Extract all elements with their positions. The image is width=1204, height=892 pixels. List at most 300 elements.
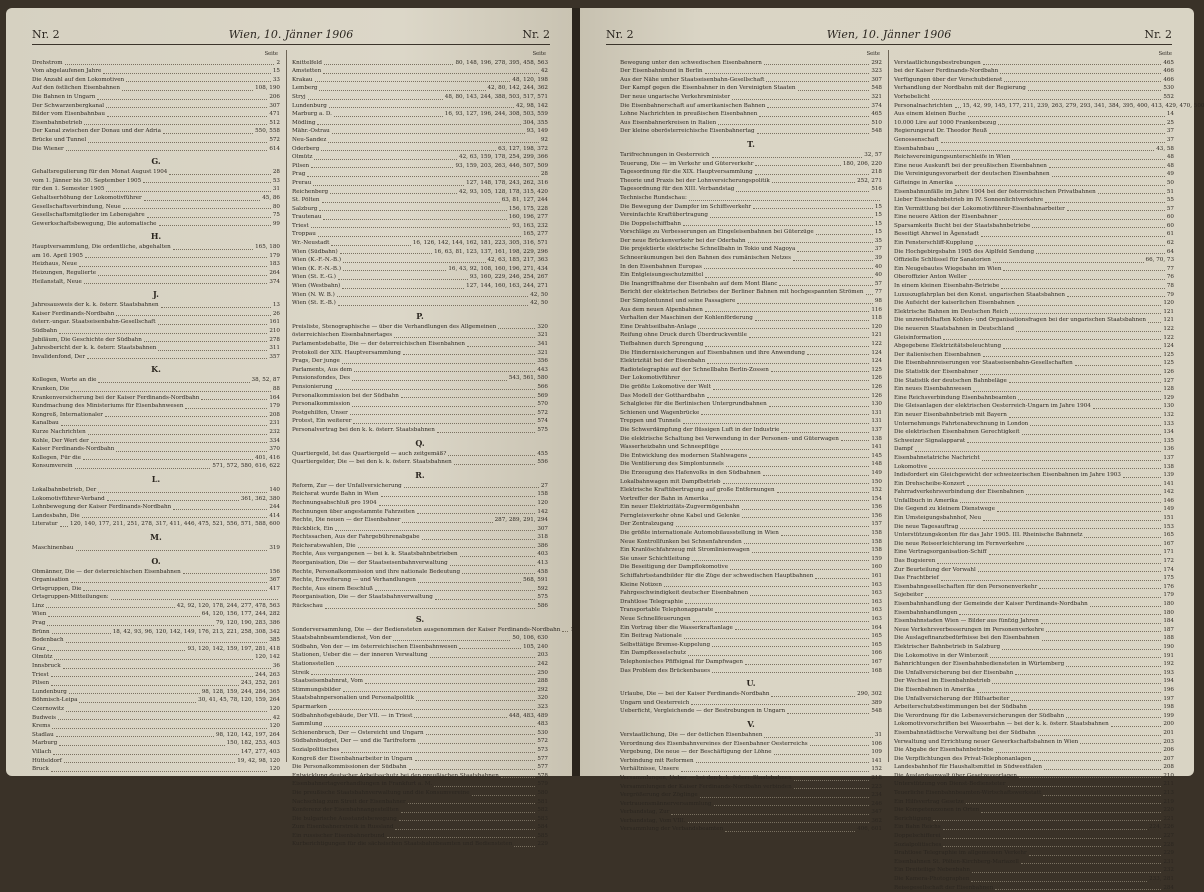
index-entry bbox=[292, 170, 548, 179]
entry-title: Ein russischer Eisenbahnerbund bbox=[292, 832, 385, 841]
entry-page-numbers: 127, 148, 178, 243, 262, 316 bbox=[466, 179, 548, 188]
entry-page-numbers: 163 bbox=[871, 615, 882, 624]
entry-title: Wien (N. W. B.) bbox=[292, 291, 335, 300]
entry-title: Tarifrechnungen in Oesterreich bbox=[620, 151, 710, 160]
dot-leader bbox=[404, 482, 539, 489]
dot-leader bbox=[338, 299, 528, 306]
entry-title: Personalkommission bei der Südbahn bbox=[292, 392, 399, 401]
index-entry bbox=[894, 471, 1174, 480]
entry-title: Fahrradverkehrsverbindung der Eisenbahnen bbox=[894, 488, 1024, 497]
entry-page-numbers: 125 bbox=[871, 366, 882, 375]
dot-leader bbox=[334, 110, 443, 117]
entry-title: Jubiläum, Die Geschichte der Südbahn bbox=[32, 336, 142, 345]
entry-title: Neu-Sandez bbox=[292, 136, 326, 145]
dot-leader bbox=[330, 188, 457, 195]
entry-title: 10.000 Lire auf 1000 Frankenbezug bbox=[894, 119, 996, 128]
dot-leader bbox=[1029, 703, 1161, 710]
entry-page-numbers: 130 bbox=[1163, 402, 1174, 411]
entry-page-numbers: 320 bbox=[537, 323, 548, 332]
entry-title: Aus Eisenbahnerkreisen in Italien bbox=[620, 119, 716, 128]
dot-leader bbox=[311, 222, 511, 229]
dot-leader bbox=[418, 737, 536, 744]
entry-title: Die Unfallversicherung bei der Eisenbahn bbox=[894, 669, 1013, 678]
entry-page-numbers: 15 bbox=[875, 211, 882, 220]
entry-page-numbers: 443 bbox=[537, 366, 548, 375]
entry-title: Schweizer Signalapparat bbox=[894, 437, 965, 446]
index-entry bbox=[32, 185, 280, 194]
index-entry bbox=[894, 523, 1174, 532]
index-entry bbox=[32, 260, 280, 269]
entry-page-numbers: 341 bbox=[537, 340, 548, 349]
entry-page-numbers: 64 bbox=[1167, 248, 1174, 257]
dot-leader bbox=[111, 593, 278, 600]
index-entry bbox=[292, 585, 548, 594]
dot-leader bbox=[692, 555, 870, 562]
index-entry bbox=[620, 707, 882, 716]
dot-leader bbox=[414, 712, 507, 719]
dot-leader bbox=[401, 392, 535, 399]
index-entry bbox=[292, 222, 548, 231]
dot-leader bbox=[793, 254, 873, 261]
dot-leader bbox=[707, 392, 870, 399]
dot-leader bbox=[329, 703, 535, 710]
index-entry bbox=[292, 265, 548, 274]
entry-page-numbers: 15, 42, 99, 145, 177, 211, 239, 263, 279, 293, 341, 384, 395, 400, 413, 429, 470, 500 bbox=[963, 102, 1204, 111]
entry-page-numbers: 166 bbox=[871, 649, 882, 658]
dot-leader bbox=[710, 211, 873, 218]
index-entry bbox=[894, 342, 1174, 351]
dot-leader bbox=[779, 280, 872, 287]
left-page-header bbox=[32, 24, 550, 45]
entry-page-numbers: 208 bbox=[269, 411, 280, 420]
entry-title: Lieber Eisenbahnbetrieb im IV. Sonnenlichtverkehre bbox=[894, 196, 1043, 205]
left-header-page-number-right: Nr. 2 bbox=[522, 28, 550, 41]
entry-page-numbers: 183 bbox=[269, 260, 280, 269]
dot-leader bbox=[752, 546, 870, 553]
dot-leader bbox=[105, 411, 267, 418]
entry-page-numbers: 206 bbox=[269, 93, 280, 102]
left-page bbox=[6, 8, 572, 776]
entry-title: Eisenbahnstaden Wien — Bilder aus fünfzig Jahren bbox=[894, 617, 1039, 626]
dot-leader bbox=[718, 119, 869, 126]
dot-leader bbox=[58, 714, 271, 721]
entry-title: Marburg a. D. bbox=[292, 110, 332, 119]
entry-title: Versammlung der Verbandsbeamten bbox=[620, 825, 723, 834]
entry-title: Beseitigt Ahrwel in Ägenstadt bbox=[894, 230, 979, 239]
dot-leader bbox=[1039, 583, 1161, 590]
index-entry bbox=[894, 729, 1174, 738]
index-entry bbox=[292, 256, 548, 265]
entry-title: Reichenberg bbox=[292, 188, 328, 197]
entry-title: Verhältnisse, Unsere bbox=[620, 765, 679, 774]
entry-page-numbers: 307 bbox=[269, 102, 280, 111]
index-entry bbox=[620, 740, 882, 749]
entry-title: Kollegen, Für die bbox=[32, 454, 81, 463]
entry-page-numbers: 219 bbox=[1163, 798, 1174, 807]
entry-title: Bewegung unter den schwedischen Eisenbahnern bbox=[620, 59, 762, 68]
entry-page-numbers: 151 bbox=[1163, 514, 1174, 523]
entry-page-numbers: 120 bbox=[871, 323, 882, 332]
index-entry bbox=[620, 808, 882, 817]
index-entry bbox=[620, 280, 882, 289]
index-entry bbox=[894, 480, 1174, 489]
index-entry bbox=[292, 755, 548, 764]
dot-leader bbox=[169, 168, 271, 175]
dot-leader bbox=[51, 671, 253, 678]
index-entry bbox=[620, 632, 882, 641]
entry-title: Kaiser Ferdinands-Nordbahn bbox=[32, 445, 114, 454]
index-entry bbox=[32, 310, 280, 319]
entry-page-numbers: 154 bbox=[871, 495, 882, 504]
dot-leader bbox=[98, 486, 267, 493]
entry-page-numbers: 40 bbox=[875, 263, 882, 272]
dot-leader bbox=[1026, 540, 1161, 547]
entry-title: Kleine Notizen bbox=[620, 581, 662, 590]
index-entry bbox=[894, 119, 1174, 128]
index-entry bbox=[32, 585, 280, 594]
entry-title: Aus dem neuen Alpenbahnen bbox=[620, 306, 703, 315]
dot-leader bbox=[682, 374, 869, 381]
entry-title: Sonderversammlung, Die — der Bediensteten ausgenommen der Kaiser Ferdinands-Nordbahn bbox=[292, 626, 560, 635]
entry-title: Lundenburg bbox=[32, 688, 67, 697]
dot-leader bbox=[943, 841, 1161, 848]
entry-page-numbers: 165 bbox=[871, 632, 882, 641]
index-entry bbox=[32, 278, 280, 287]
index-entry bbox=[32, 385, 280, 394]
entry-page-numbers: 361, 362, 380 bbox=[241, 495, 280, 504]
entry-title: In einem kleinen Eisenbahn-Betriebe bbox=[894, 282, 999, 291]
dot-leader bbox=[712, 667, 869, 674]
index-entry bbox=[620, 443, 882, 452]
index-entry bbox=[894, 806, 1174, 815]
entry-page-numbers: 28 bbox=[541, 170, 548, 179]
entry-title: Kaiser Ferdinands-Nordbahn bbox=[32, 310, 114, 319]
index-entry bbox=[292, 392, 548, 401]
index-entry bbox=[32, 714, 280, 723]
dot-leader bbox=[978, 566, 1162, 573]
entry-page-numbers: 244, 263 bbox=[255, 671, 280, 680]
entry-page-numbers: 246 bbox=[871, 800, 882, 809]
entry-title: Ein Fensterschliff-Kupplung bbox=[894, 239, 973, 248]
dot-leader bbox=[989, 127, 1165, 134]
entry-title: Ein Dampfkesselschutz bbox=[620, 649, 686, 658]
entry-page-numbers: 413 bbox=[537, 559, 548, 568]
entry-page-numbers: 76 bbox=[1167, 273, 1174, 282]
entry-page-numbers: 367 bbox=[269, 576, 280, 585]
dot-leader bbox=[1093, 402, 1162, 409]
dot-leader bbox=[1041, 617, 1161, 624]
entry-title: Wien (Südbahn) bbox=[292, 248, 338, 257]
dot-leader bbox=[161, 301, 271, 308]
entry-title: Die Eisenbahnen in Amerika bbox=[894, 686, 975, 695]
index-entry bbox=[620, 177, 882, 186]
entry-page-numbers: 156 bbox=[871, 503, 882, 512]
dot-leader bbox=[1049, 162, 1165, 169]
entry-title: Die Gegend zu kleinem Dienstwege bbox=[894, 505, 995, 514]
dot-leader bbox=[66, 636, 268, 643]
entry-title: Die unzweifelhaften Kohlen- und Organisationsfragen bei der ungarischen Staatsbahnen bbox=[894, 316, 1146, 325]
entry-title: vom 1. Jänner bis 30. September 1905 bbox=[32, 177, 141, 186]
entry-page-numbers: 179 bbox=[1163, 591, 1174, 600]
index-entry bbox=[292, 162, 548, 171]
entry-page-numbers: 574 bbox=[537, 417, 548, 426]
dot-leader bbox=[144, 194, 260, 201]
dot-leader bbox=[774, 748, 870, 755]
entry-title: St. Pölten bbox=[292, 196, 320, 205]
dot-leader bbox=[737, 297, 873, 304]
dot-leader bbox=[816, 228, 873, 235]
column-divider bbox=[286, 50, 287, 762]
entry-title: Eine neue Auskunft bei der preußischen Eisenbahnen bbox=[894, 162, 1047, 171]
entry-title: Südbahn bbox=[32, 327, 57, 336]
entry-page-numbers: 88 bbox=[273, 385, 280, 394]
entry-title: Organisation bbox=[32, 576, 69, 585]
entry-page-numbers: 38, 52, 87 bbox=[252, 376, 280, 385]
index-entry bbox=[32, 722, 280, 731]
dot-leader bbox=[980, 368, 1161, 375]
left-header-page-number-left: Nr. 2 bbox=[32, 28, 60, 41]
dot-leader bbox=[1003, 265, 1164, 272]
index-entry bbox=[292, 499, 548, 508]
dot-leader bbox=[797, 245, 873, 252]
entry-title: Böhmisch-Leipa bbox=[32, 696, 77, 705]
entry-title: Eisenbahnetatriche Nachricht bbox=[894, 454, 980, 463]
index-entry bbox=[894, 454, 1174, 463]
entry-page-numbers: 465 bbox=[1163, 59, 1174, 68]
entry-page-numbers: 218 bbox=[871, 168, 882, 177]
index-entry bbox=[894, 248, 1174, 257]
index-entry bbox=[292, 677, 548, 686]
index-entry bbox=[894, 755, 1174, 764]
index-entry bbox=[620, 774, 882, 783]
index-entry bbox=[620, 237, 882, 246]
dot-leader bbox=[1001, 282, 1165, 289]
index-entry bbox=[894, 488, 1174, 497]
entry-title: Zur Beurteilung der Vorwahl bbox=[894, 566, 976, 575]
book-gutter bbox=[572, 8, 580, 776]
dot-leader bbox=[183, 568, 268, 575]
dot-leader bbox=[409, 763, 536, 770]
entry-title: Pensionsfondes, Des bbox=[292, 374, 350, 383]
entry-title: Auf den östlichen Eisenbahnen bbox=[32, 84, 120, 93]
dot-leader bbox=[381, 490, 536, 497]
index-entry bbox=[32, 568, 280, 577]
entry-page-numbers: 292 bbox=[871, 59, 882, 68]
entry-page-numbers: 206 bbox=[1163, 746, 1174, 755]
entry-title: Versammlungen, Ueber — bei den k. k. österr. Staatsbahnen bbox=[620, 774, 792, 783]
index-entry bbox=[32, 705, 280, 714]
entry-title: Der italienischen Eisenbahnen bbox=[894, 351, 981, 360]
index-entry bbox=[292, 374, 548, 383]
entry-title: Wien (K. F.-N.-B.) bbox=[292, 265, 341, 274]
index-entry bbox=[894, 695, 1174, 704]
dot-leader bbox=[1042, 634, 1162, 641]
entry-title: Sparsamkeits Bucht bei der Staatsbahnbetriebe bbox=[894, 222, 1030, 231]
index-entry bbox=[620, 102, 882, 111]
dot-leader bbox=[63, 662, 271, 669]
index-entry bbox=[894, 351, 1174, 360]
index-entry bbox=[894, 583, 1174, 592]
entry-page-numbers: 139 bbox=[1163, 471, 1174, 480]
entry-title: Sparmarken bbox=[292, 703, 327, 712]
entry-title: Brünn bbox=[32, 628, 50, 637]
entry-page-numbers: 231 bbox=[1163, 858, 1174, 867]
index-entry bbox=[894, 686, 1174, 695]
dot-leader bbox=[173, 243, 253, 250]
index-entry bbox=[894, 823, 1174, 832]
dot-leader bbox=[936, 145, 1154, 152]
index-entry bbox=[620, 160, 882, 169]
index-entry bbox=[894, 84, 1174, 93]
index-entry bbox=[894, 377, 1174, 386]
entry-title: bei der Kaiser Ferdinands-Nordbahn bbox=[894, 67, 998, 76]
entry-page-numbers: 37 bbox=[1167, 127, 1174, 136]
index-entry bbox=[894, 643, 1174, 652]
entry-title: Südbahnhofsgebäude, Der VII. — in Triest bbox=[292, 712, 412, 721]
dot-leader bbox=[399, 815, 536, 822]
index-entry bbox=[32, 512, 280, 521]
index-entry bbox=[894, 866, 1174, 875]
index-entry bbox=[292, 763, 548, 772]
index-entry bbox=[894, 368, 1174, 377]
index-entry bbox=[32, 344, 280, 353]
index-entry bbox=[32, 636, 280, 645]
left-header-date: Wien, 10. Jänner 1906 bbox=[229, 28, 354, 41]
index-entry bbox=[620, 572, 882, 581]
entry-page-numbers: 131 bbox=[871, 417, 882, 426]
entry-page-numbers: 370 bbox=[269, 445, 280, 454]
entry-title: Bodenbach bbox=[32, 636, 64, 645]
dot-leader bbox=[764, 59, 869, 66]
dot-leader bbox=[51, 679, 239, 686]
entry-page-numbers: 347 bbox=[871, 808, 882, 817]
index-entry bbox=[894, 712, 1174, 721]
entry-page-numbers: 197 bbox=[1163, 695, 1174, 704]
entry-page-numbers: 321 bbox=[871, 93, 882, 102]
entry-page-numbers: 455 bbox=[537, 450, 548, 459]
entry-title: Reichsratswahlen, Die bbox=[292, 542, 356, 551]
entry-title: Vereinfachte Kraftübertragung bbox=[620, 211, 708, 220]
entry-page-numbers: 201 bbox=[1163, 729, 1174, 738]
index-entry bbox=[620, 151, 882, 160]
entry-page-numbers: 93, 120, 142, 159, 197, 281, 418 bbox=[187, 645, 280, 654]
index-entry bbox=[620, 699, 882, 708]
entry-page-numbers: 466 bbox=[1163, 76, 1174, 85]
entry-title: Telephonisches Pfiffsignal für Dampfwagen bbox=[620, 658, 743, 667]
index-entry bbox=[32, 127, 280, 136]
dot-leader bbox=[1017, 299, 1161, 306]
index-entry bbox=[894, 738, 1174, 747]
right-page-column-1 bbox=[620, 50, 882, 762]
dot-leader bbox=[755, 314, 870, 321]
dot-leader bbox=[116, 310, 270, 317]
dot-leader bbox=[337, 291, 528, 298]
entry-title: Gleisinformation bbox=[894, 334, 941, 343]
entry-title: Ueberficht, Vergleichende — der Bestrebungen in Ungarn bbox=[620, 707, 785, 716]
entry-title: Troppau bbox=[292, 230, 316, 239]
index-entry bbox=[894, 884, 1174, 892]
entry-page-numbers: 55 bbox=[1167, 196, 1174, 205]
dot-leader bbox=[967, 437, 1161, 444]
right-page bbox=[580, 8, 1194, 776]
dot-leader bbox=[328, 136, 539, 143]
entry-page-numbers: 566 bbox=[537, 383, 548, 392]
index-entry bbox=[292, 832, 548, 841]
dot-leader bbox=[335, 525, 535, 532]
dot-leader bbox=[498, 323, 535, 330]
entry-title: Die Kompetenzzonen in Orten bbox=[894, 806, 979, 815]
dot-leader bbox=[688, 649, 869, 656]
index-entry bbox=[32, 495, 280, 504]
entry-page-numbers: 401, 416 bbox=[255, 454, 280, 463]
entry-title: Rechte, Erweiterung — und Verhandlungen bbox=[292, 576, 416, 585]
index-entry bbox=[32, 486, 280, 495]
dot-leader bbox=[1067, 291, 1165, 298]
index-entry bbox=[620, 245, 882, 254]
index-entry bbox=[32, 610, 280, 619]
index-entry bbox=[620, 297, 882, 306]
index-entry bbox=[292, 136, 548, 145]
index-entry bbox=[620, 220, 882, 229]
index-entry bbox=[620, 306, 882, 315]
entry-title: Verbindung mit Reformen bbox=[620, 757, 694, 766]
dot-leader bbox=[983, 59, 1162, 66]
index-entry bbox=[32, 67, 280, 76]
index-entry bbox=[894, 548, 1174, 557]
index-entry bbox=[292, 490, 548, 499]
dot-leader bbox=[735, 624, 869, 631]
index-entry bbox=[894, 746, 1174, 755]
entry-page-numbers: 98 bbox=[875, 297, 882, 306]
entry-title: Schneeräumungen bei den Bahnen des rumänischen Netzes bbox=[620, 254, 791, 263]
entry-title: Drahtlose Telegraphie im allgemeinen Verkehr bbox=[894, 849, 1027, 858]
entry-page-numbers: 292 bbox=[537, 686, 548, 695]
entry-page-numbers: 585 bbox=[537, 832, 548, 841]
dot-leader bbox=[1029, 849, 1162, 856]
index-entry bbox=[894, 669, 1174, 678]
dot-leader bbox=[726, 460, 870, 467]
dot-leader bbox=[721, 443, 869, 450]
index-entry bbox=[32, 402, 280, 411]
entry-page-numbers: 550, 558 bbox=[255, 127, 280, 136]
entry-page-numbers: 184 bbox=[1163, 617, 1174, 626]
entry-title: Parlaments, Aus dem bbox=[292, 366, 352, 375]
dot-leader bbox=[501, 772, 535, 779]
entry-page-numbers: 448, 483, 489 bbox=[509, 712, 548, 721]
index-entry bbox=[894, 273, 1174, 282]
entry-page-numbers: 118 bbox=[871, 314, 882, 323]
dot-leader bbox=[467, 340, 535, 347]
entry-page-numbers: 320 bbox=[537, 694, 548, 703]
left-page-column-1 bbox=[32, 50, 280, 762]
dot-leader bbox=[676, 520, 870, 527]
entry-page-numbers: 75 bbox=[273, 211, 280, 220]
entry-page-numbers: 172 bbox=[1163, 557, 1174, 566]
entry-title: Marburg bbox=[32, 739, 57, 748]
entry-page-numbers: 31 bbox=[875, 731, 882, 740]
entry-title: Die Eisenbahnreiserungen vor Staatseisenbahn-Gesellschaften bbox=[894, 359, 1073, 368]
entry-title: Ein neues Eisenbahnwesen bbox=[894, 385, 971, 394]
entry-title: Streik bbox=[292, 669, 309, 678]
entry-title: Der kleine oberösterreichische Eisenbahnertag bbox=[620, 127, 755, 136]
index-entry bbox=[620, 748, 882, 757]
dot-leader bbox=[767, 102, 869, 109]
index-entry bbox=[32, 411, 280, 420]
entry-title: Verordnung des Eisenbahnvereines der Eisenbahner Oesterreichs bbox=[620, 740, 808, 749]
entry-title: Der Kanal zwischen der Donau und der Adria bbox=[32, 127, 161, 136]
index-entry bbox=[894, 325, 1174, 334]
dot-leader bbox=[744, 538, 870, 545]
